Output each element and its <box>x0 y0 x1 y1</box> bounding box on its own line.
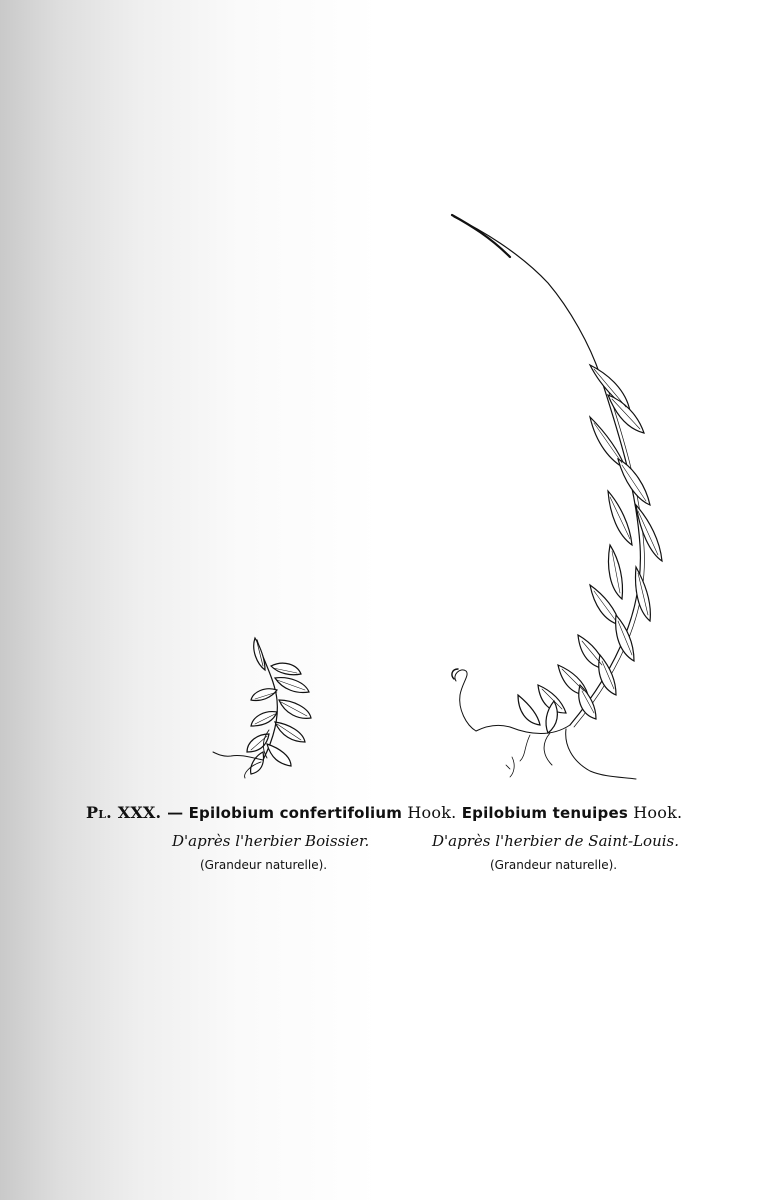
plate-number: Pl. XXX. — <box>86 803 184 822</box>
specimen-illustration-confertifolium <box>205 630 325 780</box>
scale-note-left: (Grandeur naturelle). <box>200 858 328 872</box>
source-note-right: D'après l'herbier de Saint-Louis. <box>432 832 679 850</box>
species-name-left: Epilobium confertifolium <box>188 804 403 822</box>
scale-note-right: (Grandeur naturelle). <box>490 858 618 872</box>
specimen-illustration-tenuipes <box>440 205 680 795</box>
species-author-left: Hook. <box>407 803 457 822</box>
plate-caption <box>86 803 756 822</box>
species-author-right: Hook. <box>633 803 683 822</box>
species-name-right: Epilobium tenuipes <box>461 804 628 822</box>
source-note-left: D'après l'herbier Boissier. <box>172 832 370 850</box>
